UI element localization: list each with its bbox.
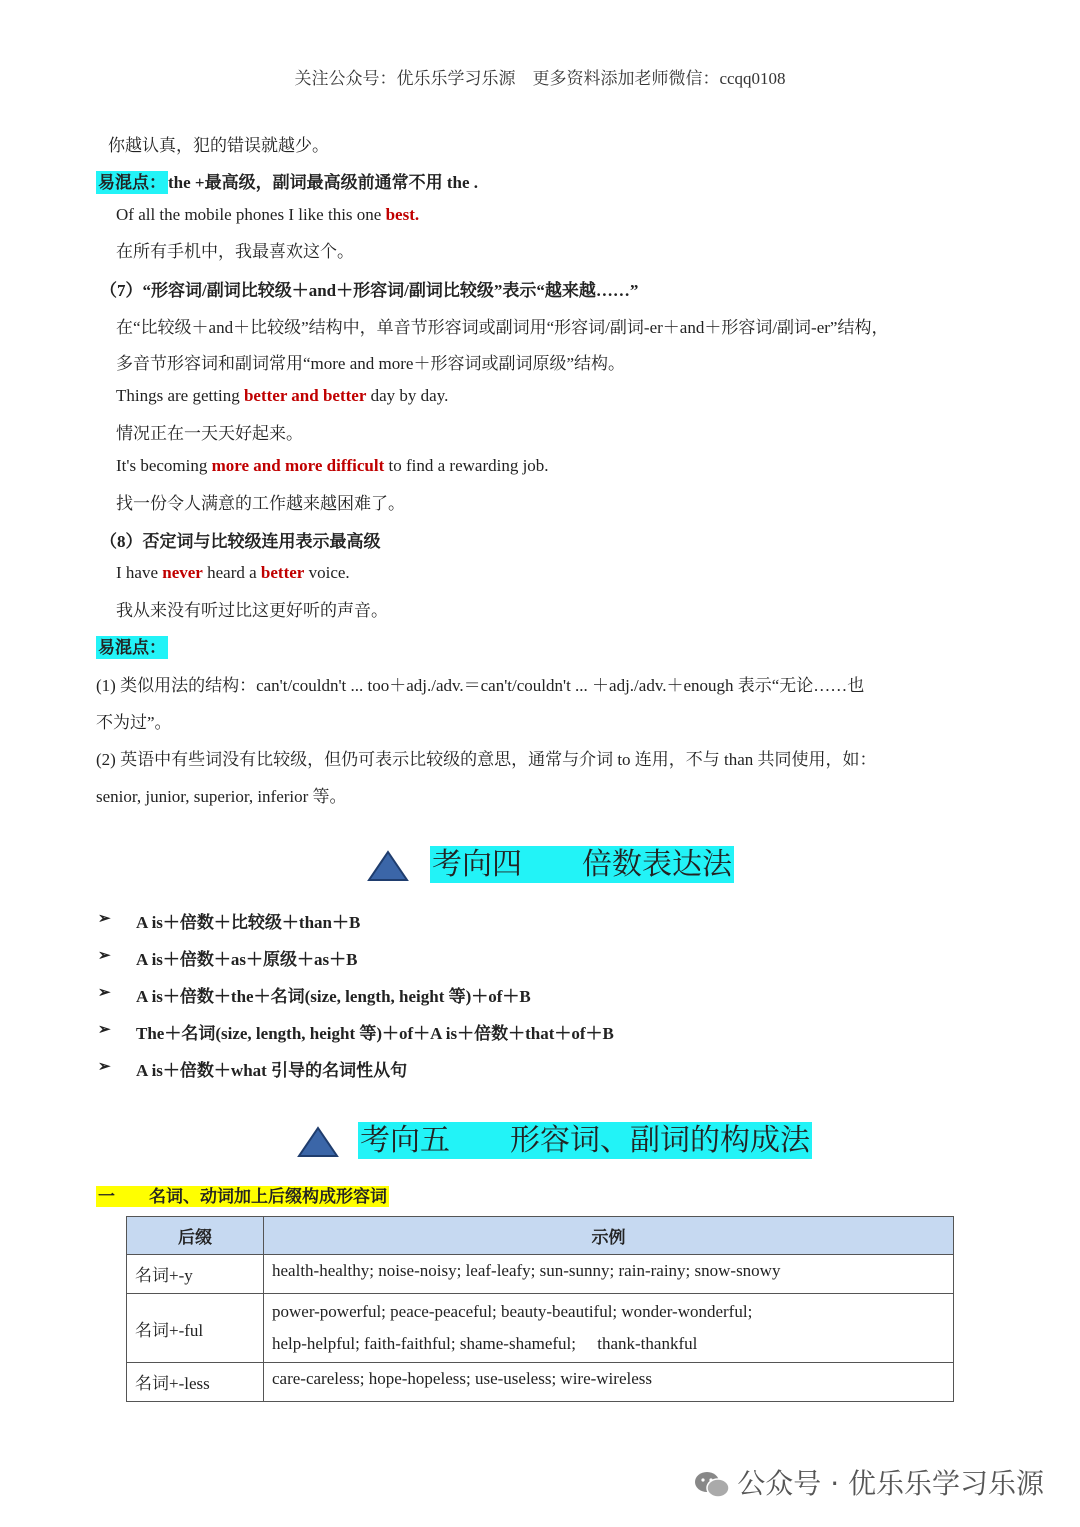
- list-item: [98, 908, 361, 932]
- note-text: senior, junior, superior, inferior 等。: [96, 787, 347, 806]
- example-line: power-powerful; peace-peaceful; beauty-beautiful; wonder-wonderful;: [272, 1302, 753, 1321]
- wechat-logo-icon: [693, 1470, 731, 1500]
- confusion-label: 易混点：: [98, 638, 166, 657]
- list-item-text: A is＋倍数＋as＋原级＋as＋B: [136, 950, 358, 969]
- arrow-bullet-icon: ➢: [98, 1022, 111, 1038]
- example-text: day by day.: [366, 386, 449, 405]
- example-translation: 找一份令人满意的工作越来越困难了。: [116, 494, 405, 513]
- page-header: 关注公众号：优乐乐学习乐源 更多资料添加老师微信：ccqq0108: [294, 69, 786, 88]
- section-title-text: 考向四 倍数表达法: [432, 848, 732, 881]
- example-translation: 在所有手机中，我最喜欢这个。: [116, 242, 354, 261]
- example-cell: health-healthy; noise-noisy; leaf-leafy; sun-sunny; rain-rainy; snow-snowy: [264, 1255, 954, 1294]
- example-emphasis: more and more difficult: [211, 456, 385, 475]
- note-text: (1) 类似用法的结构：can't/couldn't ... too＋adj./adv.＝can't/couldn't ... ＋adj./adv.＋enough 表示“无论……也: [96, 676, 865, 695]
- list-item: [98, 1019, 614, 1043]
- example-emphasis: best.: [385, 205, 420, 224]
- list-item: [98, 945, 358, 969]
- watermark: [693, 1462, 1044, 1502]
- arrow-bullet-icon: ➢: [98, 948, 111, 964]
- example-emphasis: better and better: [243, 386, 367, 405]
- confusion-note: [96, 633, 168, 658]
- note-text: (2) 英语中有些词没有比较级，但仍可表示比较级的意思，通常与介词 to 连用，不与 than 共同使用，如：: [96, 750, 877, 769]
- suffix-cell: 名词+-ful: [127, 1294, 264, 1363]
- triangle-icon: [367, 850, 409, 882]
- arrow-bullet-icon: ➢: [98, 911, 111, 927]
- example-translation: 情况正在一天天好起来。: [116, 424, 303, 443]
- example-text: heard a: [202, 563, 261, 582]
- table-header-row: [127, 1217, 954, 1255]
- example-sentence: [116, 205, 419, 225]
- note-text: 不为过”。: [96, 713, 172, 732]
- example-cell: care-careless; hope-hopeless; use-useless; wire-wireless: [264, 1363, 954, 1402]
- example-text: Things are getting: [116, 386, 244, 405]
- list-item-text: A is＋倍数＋the＋名词(size, length, height 等)＋of＋B: [136, 987, 531, 1006]
- table-row: [127, 1255, 954, 1294]
- suffix-table: [126, 1216, 954, 1402]
- subsection-heading: [96, 1182, 389, 1207]
- table-header-cell: 后缀: [127, 1217, 264, 1255]
- suffix-cell: 名词+-y: [127, 1255, 264, 1294]
- table-header-cell: 示例: [264, 1217, 954, 1255]
- table-row: [127, 1363, 954, 1402]
- triangle-icon: [297, 1126, 339, 1158]
- example-sentence: [116, 386, 448, 406]
- example-sentence: [116, 456, 549, 476]
- list-item-text: The＋名词(size, length, height 等)＋of＋A is＋倍数＋that＋of＋B: [136, 1024, 614, 1043]
- example-emphasis: never: [162, 563, 203, 582]
- section-title: [358, 1122, 812, 1160]
- example-emphasis: better: [260, 563, 305, 582]
- example-sentence: [116, 563, 350, 583]
- section-title-text: 考向五 形容词、副词的构成法: [360, 1124, 810, 1157]
- text-line: 你越认真，犯的错误就越少。: [108, 136, 329, 155]
- list-item-text: A is＋倍数＋比较级＋than＋B: [136, 913, 361, 932]
- confusion-note: [96, 168, 478, 193]
- list-item: [98, 982, 531, 1006]
- list-item: [98, 1056, 408, 1080]
- confusion-text: the +最高级，副词最高级前通常不用 the .: [168, 173, 479, 192]
- example-line: help-helpful; faith-faithful; shame-shameful; thank-thankful: [272, 1334, 698, 1353]
- example-text: voice.: [304, 563, 350, 582]
- watermark-text: 公众号 · 优乐乐学习乐源: [737, 1467, 1044, 1500]
- rule-heading: （8）否定词与比较级连用表示最高级: [100, 532, 381, 551]
- example-text: I have: [116, 563, 163, 582]
- section-title: [430, 846, 734, 884]
- example-translation: 我从来没有听过比这更好听的声音。: [116, 601, 388, 620]
- subsection-heading-text: 一 名词、动词加上后缀构成形容词: [98, 1187, 387, 1206]
- example-text: to find a rewarding job.: [384, 456, 549, 475]
- rule-description: 在“比较级＋and＋比较级”结构中，单音节形容词或副词用“形容词/副词-er＋and＋形容词/副词-er”结构，: [116, 318, 889, 337]
- rule-heading: （7）“形容词/副词比较级＋and＋形容词/副词比较级”表示“越来越……”: [100, 281, 639, 300]
- arrow-bullet-icon: ➢: [98, 985, 111, 1001]
- example-text: Of all the mobile phones I like this one: [116, 205, 386, 224]
- table-row: [127, 1294, 954, 1363]
- suffix-cell: 名词+-less: [127, 1363, 264, 1402]
- arrow-bullet-icon: ➢: [98, 1059, 111, 1075]
- example-cell: [264, 1294, 954, 1363]
- example-text: It's becoming: [116, 456, 212, 475]
- list-item-text: A is＋倍数＋what 引导的名词性从句: [136, 1061, 408, 1080]
- confusion-label: 易混点：: [98, 173, 166, 192]
- rule-description: 多音节形容词和副词常用“more and more＋形容词或副词原级”结构。: [116, 354, 625, 373]
